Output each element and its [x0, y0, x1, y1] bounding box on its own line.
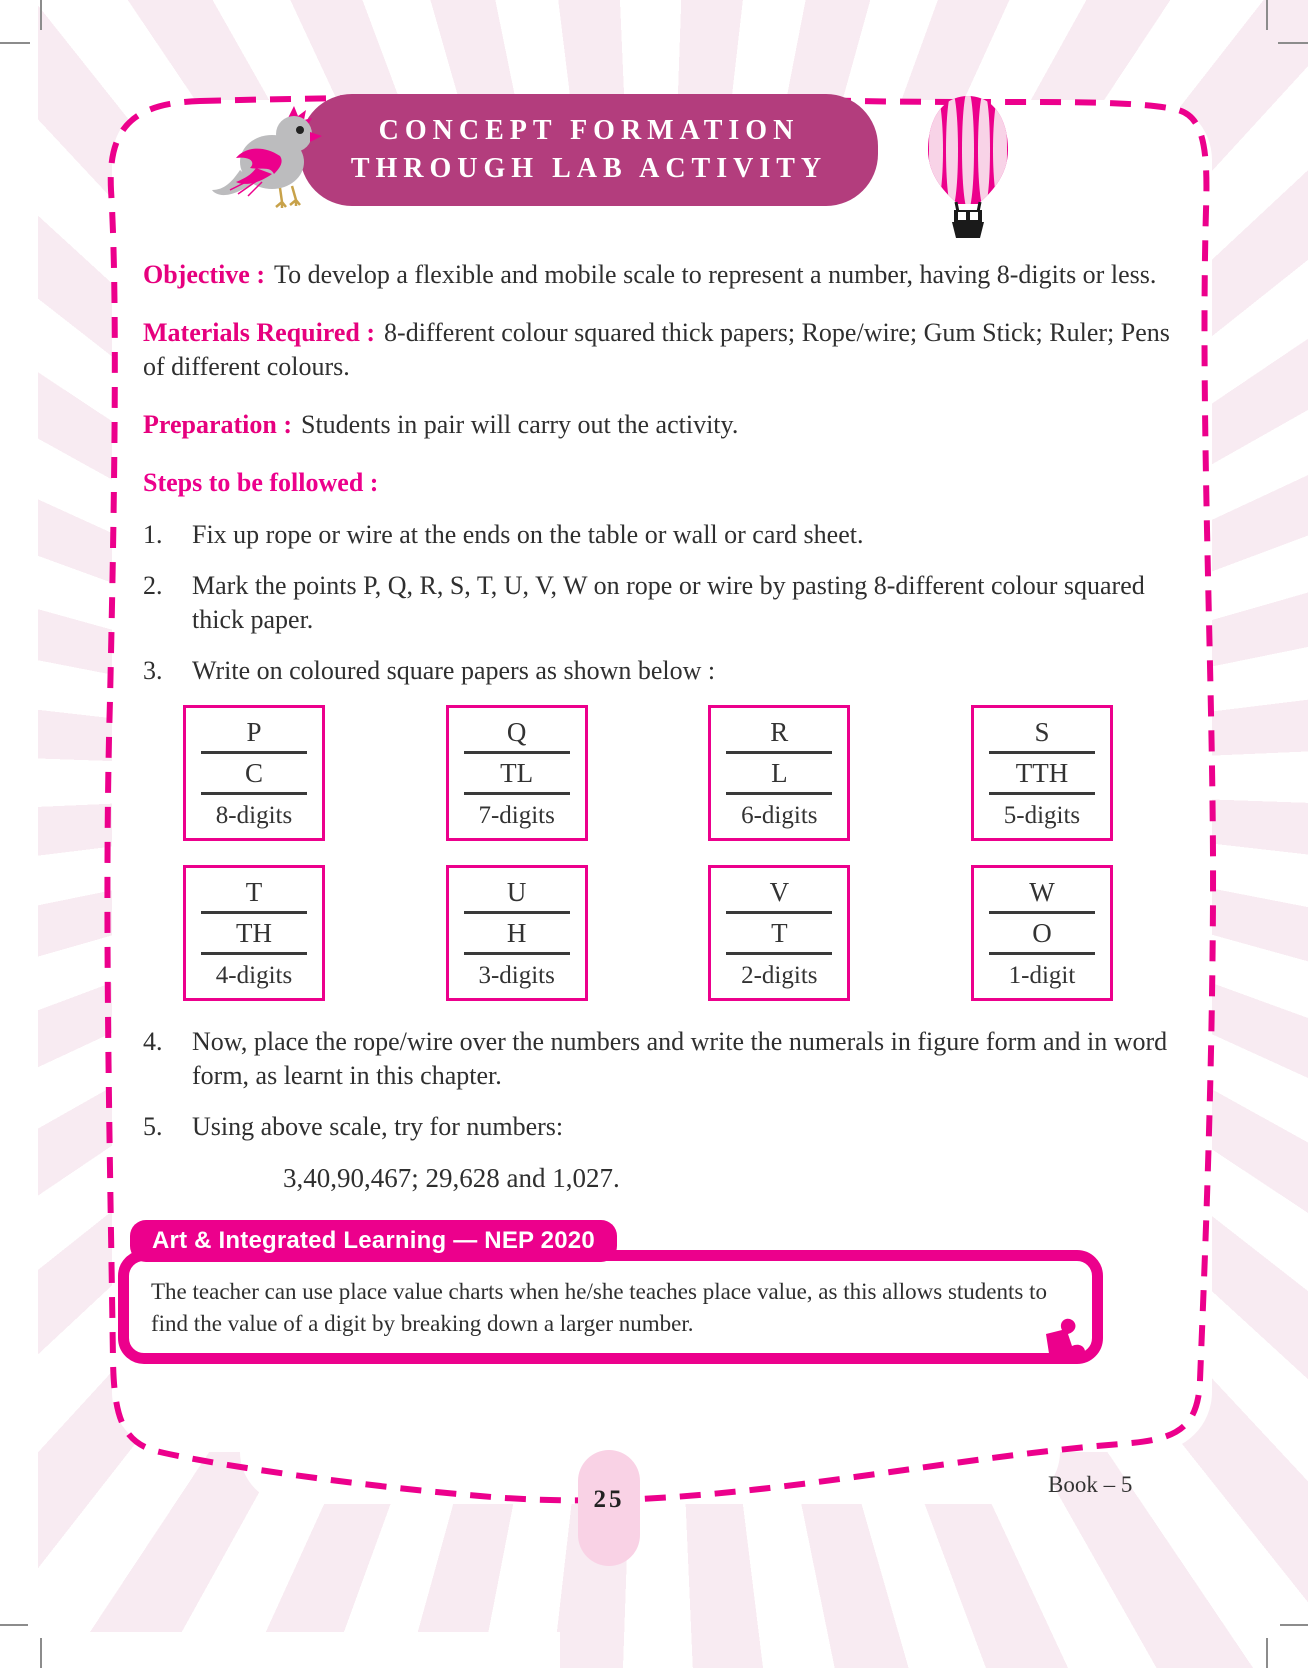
card-rule [201, 792, 307, 795]
nep-badge [130, 1220, 617, 1262]
card-digits: 8-digits [215, 801, 293, 829]
card-abbr: O [1032, 917, 1052, 948]
card-abbr: C [244, 757, 263, 788]
preparation-label: Preparation : [143, 410, 292, 439]
place-value-cards-row-2 [183, 865, 1113, 1001]
step-text: Fix up rope or wire at the ends on the table or wall or card sheet. [192, 520, 864, 549]
place-value-card-W [971, 865, 1113, 1001]
header-title-line2: THROUGH LAB ACTIVITY [350, 153, 828, 184]
practice-numbers: 3,40,90,467; 29,628 and 1,027. [283, 1163, 620, 1193]
card-rule [989, 751, 1095, 754]
card-rule [201, 952, 307, 955]
steps-heading: Steps to be followed : [143, 468, 379, 497]
card-digits: 4-digits [215, 961, 293, 989]
card-rule [726, 751, 832, 754]
preparation-paragraph [143, 408, 1173, 442]
card-point: V [769, 876, 790, 907]
card-point: S [1034, 716, 1050, 747]
materials-label: Materials Required : [143, 318, 376, 347]
lesson-content [143, 258, 1173, 1195]
step-number: 5. [143, 1112, 163, 1141]
step-item-2 [143, 569, 1173, 637]
card-rule [201, 911, 307, 914]
card-digits: 7-digits [478, 801, 555, 829]
card-abbr: TTH [1015, 757, 1069, 788]
card-rule [464, 792, 570, 795]
card-rule [989, 952, 1095, 955]
materials-paragraph [143, 316, 1173, 384]
card-point: W [1029, 876, 1055, 907]
card-rule [464, 911, 570, 914]
place-value-card-Q [446, 705, 588, 841]
corner-flourish-icon [1036, 1316, 1092, 1364]
nep-box-text: The teacher can use place value charts when he/she teaches place value, as this allows students to find the value of a digit by breaking down a larger number. [151, 1279, 1048, 1336]
crop-mark [1280, 1624, 1308, 1626]
card-abbr: T [771, 917, 788, 948]
card-rule [726, 911, 832, 914]
card-rule [726, 792, 832, 795]
step-text: Now, place the rope/wire over the numbers and write the numerals in figure form and in word form, as learnt in this chapter. [192, 1027, 1168, 1090]
crop-mark [0, 1624, 28, 1626]
card-point: T [245, 876, 263, 907]
card-digits: 5-digits [1003, 801, 1081, 829]
crop-mark [0, 42, 30, 44]
crop-mark [1266, 1638, 1268, 1668]
crop-mark [40, 0, 42, 30]
crop-mark [40, 1638, 42, 1668]
step-item-5 [143, 1110, 1173, 1144]
card-abbr: TL [500, 757, 534, 788]
card-point: P [246, 716, 262, 747]
step-number: 2. [143, 571, 163, 600]
card-rule [726, 952, 832, 955]
card-point: U [506, 876, 527, 907]
step-item-1 [143, 518, 1173, 552]
card-rule [989, 792, 1095, 795]
step-item-3 [143, 654, 1173, 688]
card-digits: 1-digit [1008, 961, 1076, 989]
place-value-cards-row-1 [183, 705, 1113, 841]
place-value-card-T [183, 865, 325, 1001]
step-text: Write on coloured square papers as shown below : [192, 656, 716, 685]
objective-label: Objective : [143, 260, 266, 289]
step-text: Using above scale, try for numbers: [192, 1112, 564, 1141]
card-abbr: H [506, 917, 527, 948]
place-value-card-P [183, 705, 325, 841]
nep-learning-box [118, 1250, 1103, 1364]
card-point: R [770, 716, 789, 747]
materials-text: 8-different colour squared thick papers; Rope/wire; Gum Stick; Ruler; Pens of different colours. [143, 318, 1170, 381]
step-item-4 [143, 1025, 1173, 1093]
preparation-text: Students in pair will carry out the activity. [301, 410, 739, 439]
objective-paragraph [143, 258, 1173, 292]
book-label: Book – 5 [1048, 1472, 1133, 1497]
place-value-card-V [708, 865, 850, 1001]
page-number: 25 [593, 1486, 625, 1513]
card-digits: 6-digits [741, 801, 818, 829]
chapter-header-badge [300, 94, 878, 206]
step-number: 1. [143, 520, 163, 549]
crop-mark [1266, 0, 1268, 30]
place-value-card-S [971, 705, 1113, 841]
card-rule [464, 751, 570, 754]
card-rule [989, 911, 1095, 914]
step-number: 3. [143, 656, 163, 685]
objective-text: To develop a flexible and mobile scale to represent a number, having 8-digits or less. [274, 260, 1157, 289]
step-text: Mark the points P, Q, R, S, T, U, V, W on rope or wire by pasting 8-different colour squared thick paper. [192, 571, 1145, 634]
place-value-card-U [446, 865, 588, 1001]
header-title-line1: CONCEPT FORMATION [378, 115, 800, 146]
step-number: 4. [143, 1027, 163, 1056]
card-abbr: TH [236, 917, 272, 948]
card-abbr: L [771, 757, 788, 788]
card-digits: 3-digits [478, 961, 555, 989]
card-point: Q [506, 716, 527, 747]
nep-badge-label: Art & Integrated Learning — NEP 2020 [152, 1227, 595, 1254]
hot-air-balloon-icon [922, 96, 1014, 238]
crop-mark [1278, 42, 1308, 44]
card-digits: 2-digits [741, 961, 818, 989]
card-rule [464, 952, 570, 955]
place-value-card-R [708, 705, 850, 841]
page-number-tab [578, 1450, 640, 1566]
card-rule [201, 751, 307, 754]
bird-icon [210, 104, 328, 208]
